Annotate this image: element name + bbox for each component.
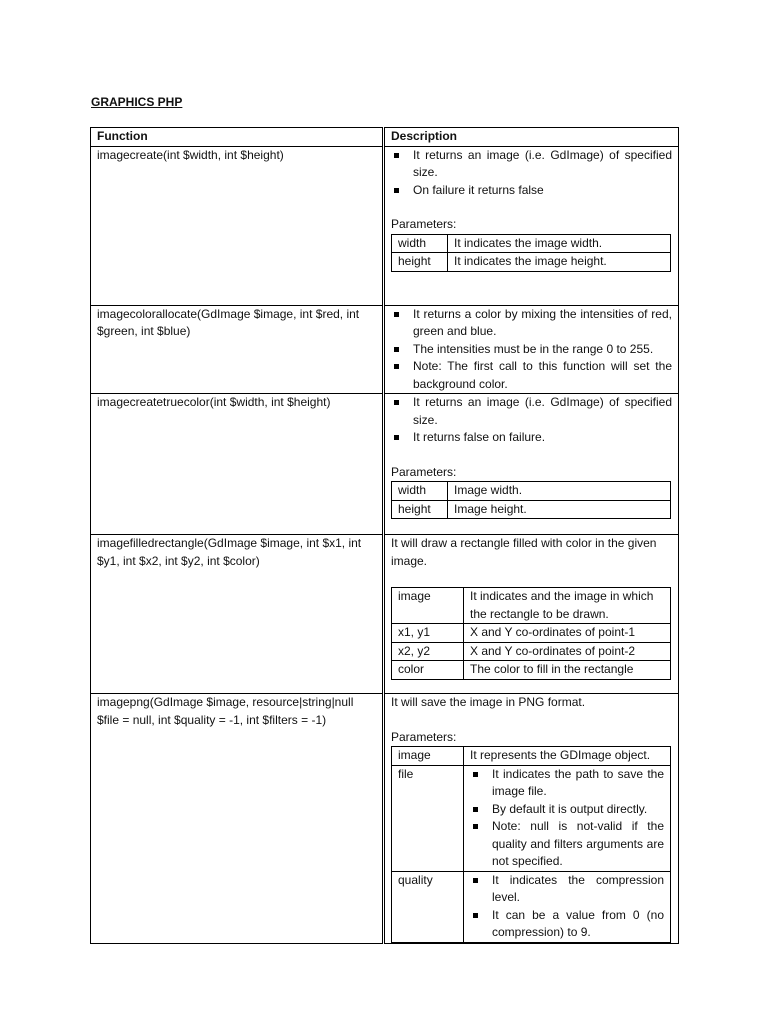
table-row bbox=[91, 305, 679, 394]
list-item: It can be a value from 0 (no compression) to 9. bbox=[470, 907, 664, 942]
list-item: It indicates the compression level. bbox=[470, 872, 664, 907]
parameters-label: Parameters: bbox=[391, 217, 457, 231]
param-name: color bbox=[392, 661, 464, 680]
list-item: It indicates the path to save the image file. bbox=[470, 766, 664, 801]
list-item: It returns a color by mixing the intensities of red, green and blue. bbox=[391, 306, 672, 341]
function-description bbox=[384, 146, 679, 305]
param-description: It indicates and the image in which the rectangle to be drawn. bbox=[464, 588, 671, 624]
table-row bbox=[392, 642, 671, 661]
list-item: By default it is output directly. bbox=[470, 801, 664, 819]
bullet-list bbox=[470, 766, 664, 871]
function-signature: imagecolorallocate(GdImage $image, int $red, int $green, int $blue) bbox=[91, 305, 384, 394]
table-row bbox=[392, 624, 671, 643]
table-row bbox=[392, 588, 671, 624]
param-name: x2, y2 bbox=[392, 642, 464, 661]
list-item: It returns an image (i.e. GdImage) of specified size. bbox=[391, 394, 672, 429]
param-name: height bbox=[392, 500, 448, 519]
list-item: Note: null is not-valid if the quality and filters arguments are not specified. bbox=[470, 818, 664, 871]
table-row bbox=[392, 765, 671, 871]
param-name: width bbox=[392, 482, 448, 501]
list-item: It returns false on failure. bbox=[391, 429, 672, 447]
param-description: The color to fill in the rectangle bbox=[464, 661, 671, 680]
param-description bbox=[464, 871, 671, 942]
function-column-header: Function bbox=[91, 128, 384, 147]
parameters-label: Parameters: bbox=[391, 464, 457, 479]
param-description: It indicates the image width. bbox=[448, 234, 671, 253]
parameters-table bbox=[391, 234, 671, 272]
table-row bbox=[392, 500, 671, 519]
list-item: Note: The first call to this function will set the background color. bbox=[391, 358, 672, 393]
description-column-header: Description bbox=[384, 128, 679, 147]
page-title: GRAPHICS PHP bbox=[91, 95, 183, 109]
param-name: file bbox=[392, 765, 464, 871]
param-name: width bbox=[392, 234, 448, 253]
function-signature: imagecreatetruecolor(int $width, int $height) bbox=[91, 394, 384, 535]
param-name: quality bbox=[392, 871, 464, 942]
table-row bbox=[392, 234, 671, 253]
table-row bbox=[91, 535, 679, 694]
param-description: X and Y co-ordinates of point-2 bbox=[464, 642, 671, 661]
list-item: On failure it returns false bbox=[391, 182, 672, 200]
param-description: X and Y co-ordinates of point-1 bbox=[464, 624, 671, 643]
table-row bbox=[91, 694, 679, 944]
function-description bbox=[384, 394, 679, 535]
function-signature: imagefilledrectangle(GdImage $image, int $x1, int $y1, int $x2, int $y2, int $color) bbox=[91, 535, 384, 694]
bullet-list bbox=[470, 872, 664, 942]
function-description bbox=[384, 694, 679, 944]
param-name: image bbox=[392, 588, 464, 624]
bullet-list bbox=[391, 394, 672, 447]
function-signature: imagepng(GdImage $image, resource|string|null $file = null, int $quality = -1, int $filters = -1) bbox=[91, 694, 384, 944]
function-description bbox=[384, 305, 679, 394]
table-row bbox=[392, 253, 671, 272]
list-item: The intensities must be in the range 0 to 255. bbox=[391, 341, 672, 359]
parameters-label: Parameters: bbox=[391, 729, 457, 744]
param-description: It indicates the image height. bbox=[448, 253, 671, 272]
parameters-table bbox=[391, 481, 671, 519]
bullet-list bbox=[391, 306, 672, 394]
table-row bbox=[392, 661, 671, 680]
param-name: image bbox=[392, 747, 464, 766]
list-item: It returns an image (i.e. GdImage) of specified size. bbox=[391, 147, 672, 182]
param-description: It represents the GDImage object. bbox=[464, 747, 671, 766]
description-text: It will draw a rectangle filled with color in the given image. bbox=[391, 536, 657, 568]
description-text: It will save the image in PNG format. bbox=[391, 695, 586, 709]
param-description: Image height. bbox=[448, 500, 671, 519]
function-description bbox=[384, 535, 679, 694]
functions-table bbox=[90, 127, 679, 944]
param-name: x1, y1 bbox=[392, 624, 464, 643]
parameters-table bbox=[391, 746, 671, 943]
function-signature: imagecreate(int $width, int $height) bbox=[91, 146, 384, 305]
table-row bbox=[392, 747, 671, 766]
param-name: height bbox=[392, 253, 448, 272]
param-description: Image width. bbox=[448, 482, 671, 501]
parameters-table bbox=[391, 587, 671, 680]
table-row bbox=[91, 394, 679, 535]
table-row bbox=[392, 482, 671, 501]
bullet-list bbox=[391, 147, 672, 200]
table-row bbox=[91, 146, 679, 305]
table-header-row bbox=[91, 128, 679, 147]
table-row bbox=[392, 871, 671, 942]
param-description bbox=[464, 765, 671, 871]
